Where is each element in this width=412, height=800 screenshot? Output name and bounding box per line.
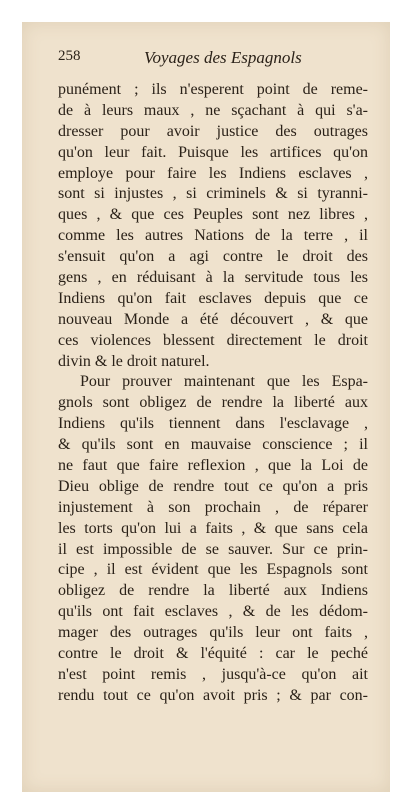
text-line: rendu tout ce qu'on avoit pris ; & par con- — [58, 686, 368, 704]
running-title: Voyages des Espagnols — [144, 48, 302, 67]
page-header — [58, 48, 378, 72]
text-line: ne faut que faire reflexion , que la Loi de — [58, 457, 368, 475]
text-line: n'est point remis , jusqu'à-ce qu'on ait — [58, 665, 368, 683]
text-line: gens , en réduisant à la servitude tous les — [58, 269, 368, 287]
text-line: comme les autres Nations de la terre , il — [58, 227, 368, 245]
text-line: injustement à son prochain , de réparer — [58, 498, 368, 516]
book-page — [22, 22, 390, 792]
text-line: nouveau Monde a été découvert , & que — [58, 310, 368, 328]
text-line: ces violences blessent directement le droit — [58, 331, 368, 349]
text-line: qu'on leur fait. Puisque les artifices qu'on — [58, 143, 368, 161]
text-line: de à leurs maux , ne sçachant à qui s'a- — [58, 101, 368, 119]
text-line: & qu'ils sont en mauvaise conscience ; il — [58, 436, 368, 454]
text-line: les torts qu'on lui a faits , & que sans cela — [58, 519, 368, 537]
text-line: cipe , il est évident que les Espagnols sont — [58, 561, 368, 579]
body-text — [58, 80, 368, 707]
text-line: gnols sont obligez de rendre la liberté aux — [58, 394, 368, 412]
text-line: s'ensuit qu'on a agi contre le droit des — [58, 248, 368, 266]
text-line: employe pour faire les Indiens esclaves , — [58, 164, 368, 182]
text-line: mager des outrages qu'ils leur ont faits , — [58, 624, 368, 642]
text-line: sont si injustes , si criminels & si tyranni- — [58, 185, 368, 203]
text-line: obligez de rendre la liberté aux Indiens — [58, 582, 368, 600]
text-line: qu'ils ont fait esclaves , & de les dédom- — [58, 603, 368, 621]
text-line: divin & le droit naturel. — [58, 352, 210, 370]
text-line: Pour prouver maintenant que les Espa- — [80, 373, 368, 391]
page-number: 258 — [58, 48, 81, 64]
text-line: punément ; ils n'esperent point de reme- — [58, 81, 368, 98]
text-line: ques , & que ces Peuples sont nez libres , — [58, 206, 368, 224]
text-line: Indiens qu'on fait esclaves depuis que ce — [58, 289, 368, 307]
text-line: contre le droit & l'équité : car le peché — [58, 645, 368, 663]
text-line: Dieu oblige de rendre tout ce qu'on a pris — [58, 477, 368, 495]
text-line: dresser pour avoir justice des outrages — [58, 122, 368, 140]
text-line: il est impossible de se sauver. Sur ce prin- — [58, 540, 368, 558]
text-line: Indiens qu'ils tiennent dans l'esclavage , — [58, 415, 368, 433]
